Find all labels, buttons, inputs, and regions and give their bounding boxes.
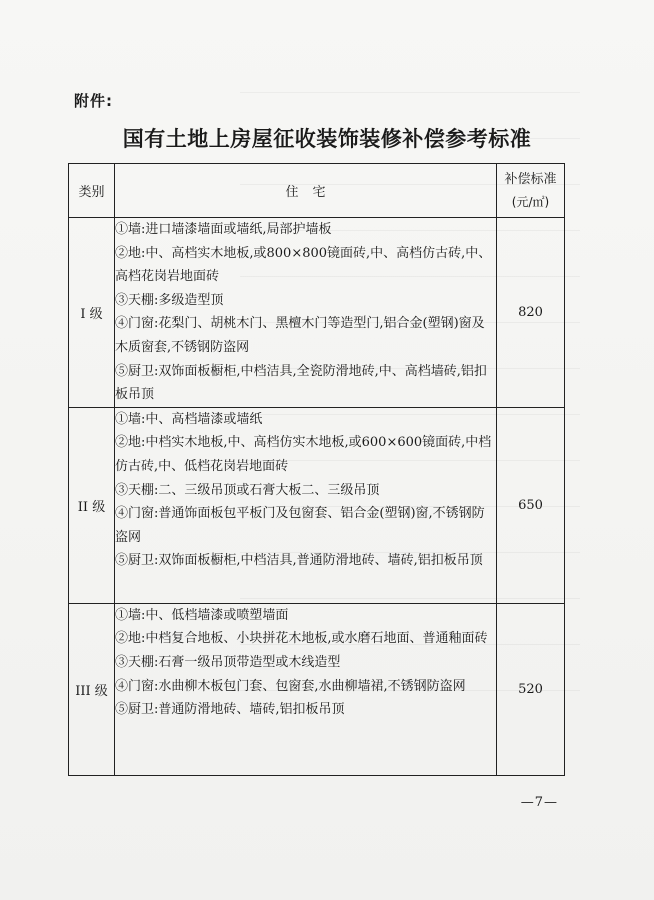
header-residential-label: 住宅 [285, 185, 340, 200]
list-item: ③天棚:二、三级吊顶或石膏大板二、三级吊顶 [115, 482, 380, 498]
list-item: ⑤厨卫:双饰面板橱柜,中档洁具,全瓷防滑地砖,中、高档墙砖,铝扣板吊顶 [115, 363, 487, 403]
grade-cell: I 级 [69, 218, 115, 408]
header-residential [115, 164, 497, 218]
items-cell [115, 407, 497, 603]
list-item: ③天棚:多级造型顶 [115, 292, 224, 308]
list-item: ①墙:进口墙漆墙面或墙纸,局部护墙板 [115, 222, 332, 237]
table-row [69, 218, 565, 408]
attachment-label: 附件: [74, 92, 113, 110]
header-standard [497, 164, 565, 218]
table-header-row [69, 164, 565, 218]
header-standard-unit: (元/㎡) [511, 194, 550, 209]
list-item: ④门窗:水曲柳木板包门套、包窗套,水曲柳墙裙,不锈钢防盗网 [115, 678, 466, 694]
list-item: ③天棚:石膏一级吊顶带造型或木线造型 [115, 654, 341, 670]
list-item: ④门窗:花梨门、胡桃木门、黑檀木门等造型门,铝合金(塑钢)窗及木质窗套,不锈钢防盗网 [115, 316, 485, 355]
list-item: ⑤厨卫:普通防滑地砖、墙砖,铝扣板吊顶 [115, 702, 345, 718]
list-item: ①墙:中、高档墙漆或墙纸 [115, 411, 263, 427]
amount-cell: 820 [497, 218, 565, 408]
table-row [69, 407, 565, 603]
header-standard-label: 补偿标准 [504, 171, 557, 187]
page-number: —7— [520, 795, 558, 810]
grade-cell: III 级 [69, 603, 115, 775]
header-category: 类别 [69, 164, 115, 218]
grade-cell: II 级 [69, 407, 115, 603]
list-item: ②地:中档实木地板,中、高档仿实木地板,或600×600镜面砖,中档仿古砖,中、低档花岗岩地面砖 [115, 435, 492, 474]
amount-cell: 520 [497, 603, 565, 775]
items-cell [115, 218, 497, 408]
table-row [69, 603, 565, 775]
document-title: 国有土地上房屋征收装饰装修补偿参考标准 [122, 127, 532, 151]
amount-cell: 650 [497, 407, 565, 603]
list-item: ④门窗:普通饰面板包平板门及包窗套、铝合金(塑钢)窗,不锈钢防盗网 [115, 506, 485, 545]
list-item: ②地:中、高档实木地板,或800×800镜面砖,中、高档仿古砖,中、高档花岗岩地面砖 [115, 245, 492, 285]
list-item: ①墙:中、低档墙漆或喷塑墙面 [115, 607, 289, 623]
compensation-standard-table [68, 163, 565, 776]
items-cell [115, 603, 497, 775]
list-item: ②地:中档复合地板、小块拼花木地板,或水磨石地面、普通釉面砖 [115, 631, 488, 647]
list-item: ⑤厨卫:双饰面板橱柜,中档洁具,普通防滑地砖、墙砖,铝扣板吊顶 [115, 553, 483, 569]
